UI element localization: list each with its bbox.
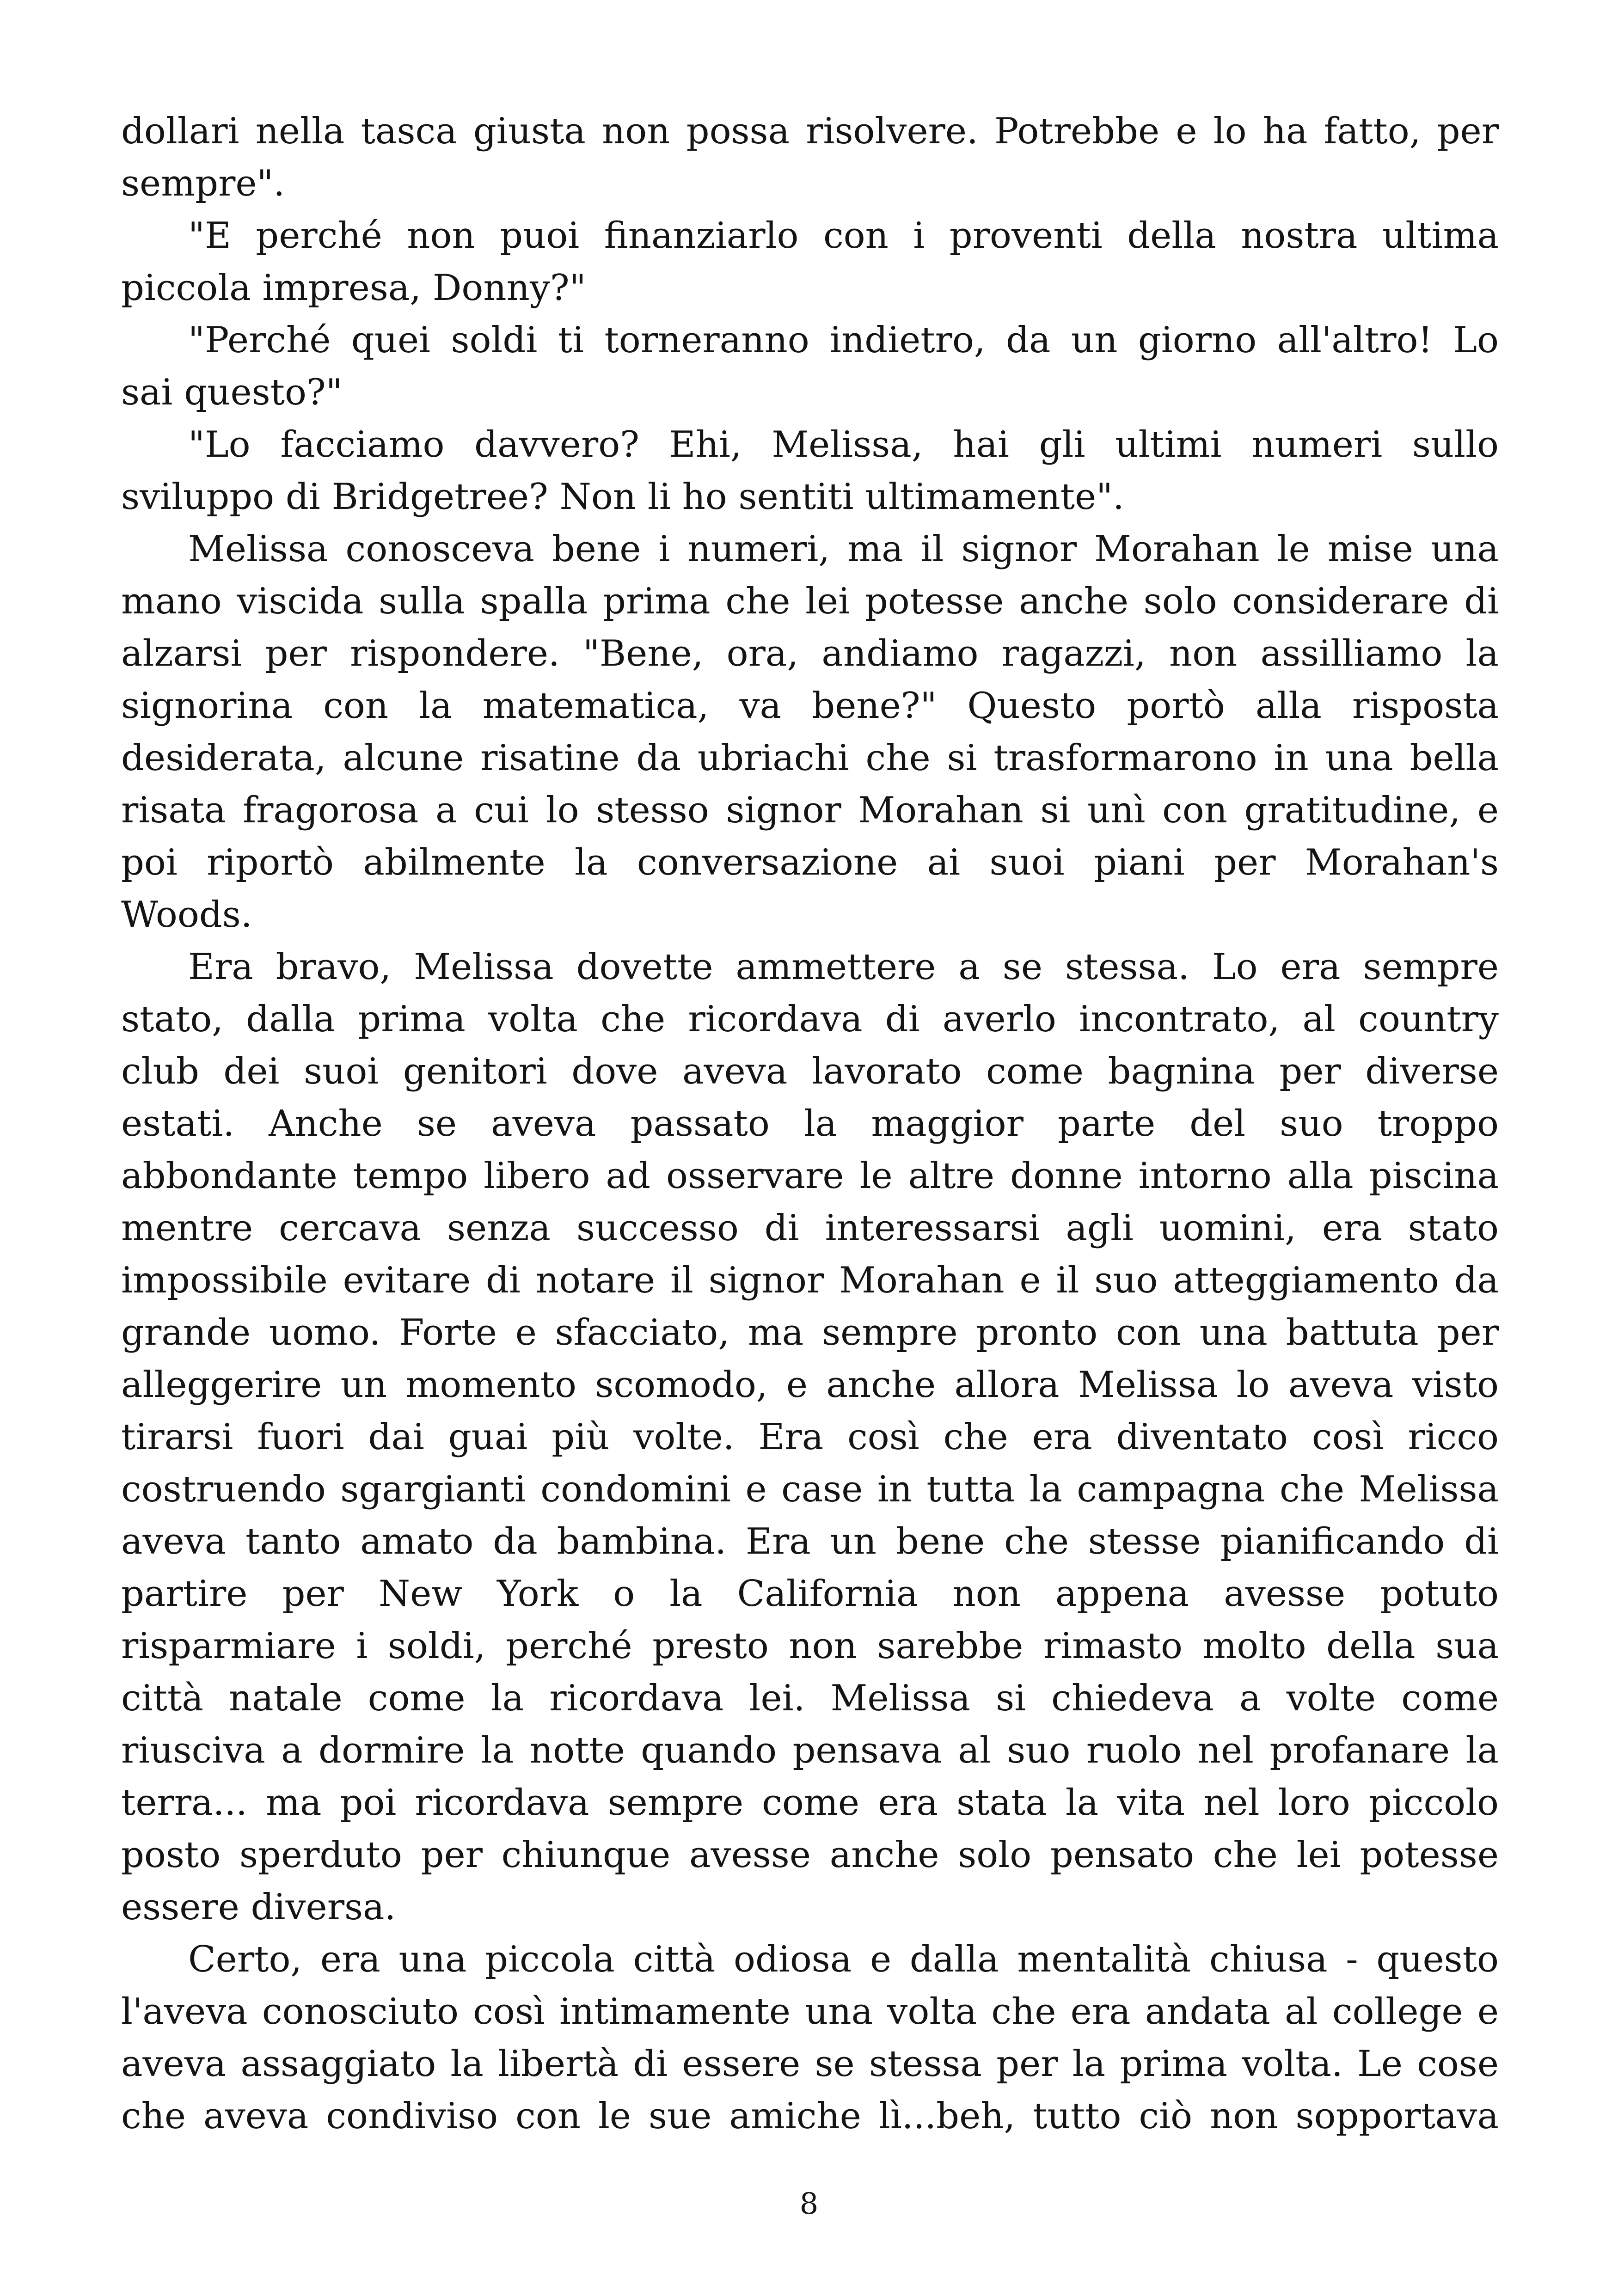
text-line: aveva assaggiato la libertà di essere se stessa per la prima volta. Le cose bbox=[121, 2043, 1499, 2085]
text-line: Certo, era una piccola città odiosa e dalla mentalità chiusa - questo bbox=[188, 1939, 1499, 1980]
text-line: impossibile evitare di notare il signor Morahan e il suo atteggiamento da bbox=[121, 1260, 1499, 1301]
text-line: sai questo?" bbox=[121, 372, 343, 413]
text-line: partire per New York o la California non appena avesse potuto bbox=[121, 1573, 1499, 1615]
body-text bbox=[121, 105, 1499, 2143]
text-line: "E perché non puoi finanziarlo con i proventi della nostra ultima bbox=[188, 215, 1499, 257]
text-line: signorina con la matematica, va bene?" Questo portò alla risposta bbox=[121, 685, 1499, 727]
text-line: risparmiare i soldi, perché presto non sarebbe rimasto molto della sua bbox=[121, 1625, 1499, 1667]
text-line: tirarsi fuori dai guai più volte. Era così che era diventato così ricco bbox=[121, 1416, 1499, 1458]
text-line: mentre cercava senza successo di interessarsi agli uomini, era stato bbox=[121, 1207, 1499, 1249]
text-line: riusciva a dormire la notte quando pensava al suo ruolo nel profanare la bbox=[121, 1730, 1499, 1771]
text-line: città natale come la ricordava lei. Melissa si chiedeva a volte come bbox=[121, 1678, 1499, 1719]
text-line: poi riportò abilmente la conversazione ai suoi piani per Morahan's bbox=[121, 842, 1499, 883]
text-line: club dei suoi genitori dove aveva lavorato come bagnina per diverse bbox=[121, 1051, 1499, 1092]
text-line: risata fragorosa a cui lo stesso signor Morahan si unì con gratitudine, e bbox=[121, 790, 1499, 831]
text-line: "Lo facciamo davvero? Ehi, Melissa, hai gli ultimi numeri sullo bbox=[188, 424, 1499, 465]
text-line: abbondante tempo libero ad osservare le altre donne intorno alla piscina bbox=[121, 1155, 1499, 1197]
page-number: 8 bbox=[799, 2187, 819, 2221]
text-line: desiderata, alcune risatine da ubriachi che si trasformarono in una bella bbox=[121, 737, 1499, 779]
text-line: estati. Anche se aveva passato la maggior parte del suo troppo bbox=[121, 1103, 1499, 1145]
text-line: stato, dalla prima volta che ricordava di averlo incontrato, al country bbox=[121, 998, 1499, 1040]
text-line: Woods. bbox=[121, 894, 252, 936]
text-line: essere diversa. bbox=[121, 1886, 396, 1928]
text-line: posto sperduto per chiunque avesse anche solo pensato che lei potesse bbox=[121, 1834, 1499, 1876]
text-line: costruendo sgargianti condomini e case in tutta la campagna che Melissa bbox=[121, 1469, 1499, 1510]
text-line: "Perché quei soldi ti torneranno indietro, da un giorno all'altro! Lo bbox=[188, 319, 1499, 361]
text-line: piccola impresa, Donny?" bbox=[121, 267, 586, 309]
text-line: Melissa conosceva bene i numeri, ma il signor Morahan le mise una bbox=[188, 528, 1499, 570]
text-line: alleggerire un momento scomodo, e anche allora Melissa lo aveva visto bbox=[121, 1364, 1499, 1406]
text-line: mano viscida sulla spalla prima che lei potesse anche solo considerare di bbox=[121, 581, 1499, 622]
text-line: l'aveva conosciuto così intimamente una volta che era andata al college e bbox=[121, 1991, 1499, 2033]
text-line: sviluppo di Bridgetree? Non li ho sentiti ultimamente". bbox=[121, 476, 1124, 518]
text-line: grande uomo. Forte e sfacciato, ma sempre pronto con una battuta per bbox=[121, 1312, 1499, 1353]
text-line: aveva tanto amato da bambina. Era un bene che stesse pianificando di bbox=[121, 1521, 1499, 1562]
text-line: terra... ma poi ricordava sempre come era stata la vita nel loro piccolo bbox=[121, 1782, 1499, 1824]
text-line: alzarsi per rispondere. "Bene, ora, andiamo ragazzi, non assilliamo la bbox=[121, 633, 1499, 674]
text-line: sempre". bbox=[121, 163, 285, 204]
text-line: dollari nella tasca giusta non possa risolvere. Potrebbe e lo ha fatto, per bbox=[121, 110, 1499, 152]
text-line: Era bravo, Melissa dovette ammettere a se stessa. Lo era sempre bbox=[188, 946, 1499, 988]
text-line: che aveva condiviso con le sue amiche lì...beh, tutto ciò non sopportava bbox=[121, 2095, 1499, 2137]
